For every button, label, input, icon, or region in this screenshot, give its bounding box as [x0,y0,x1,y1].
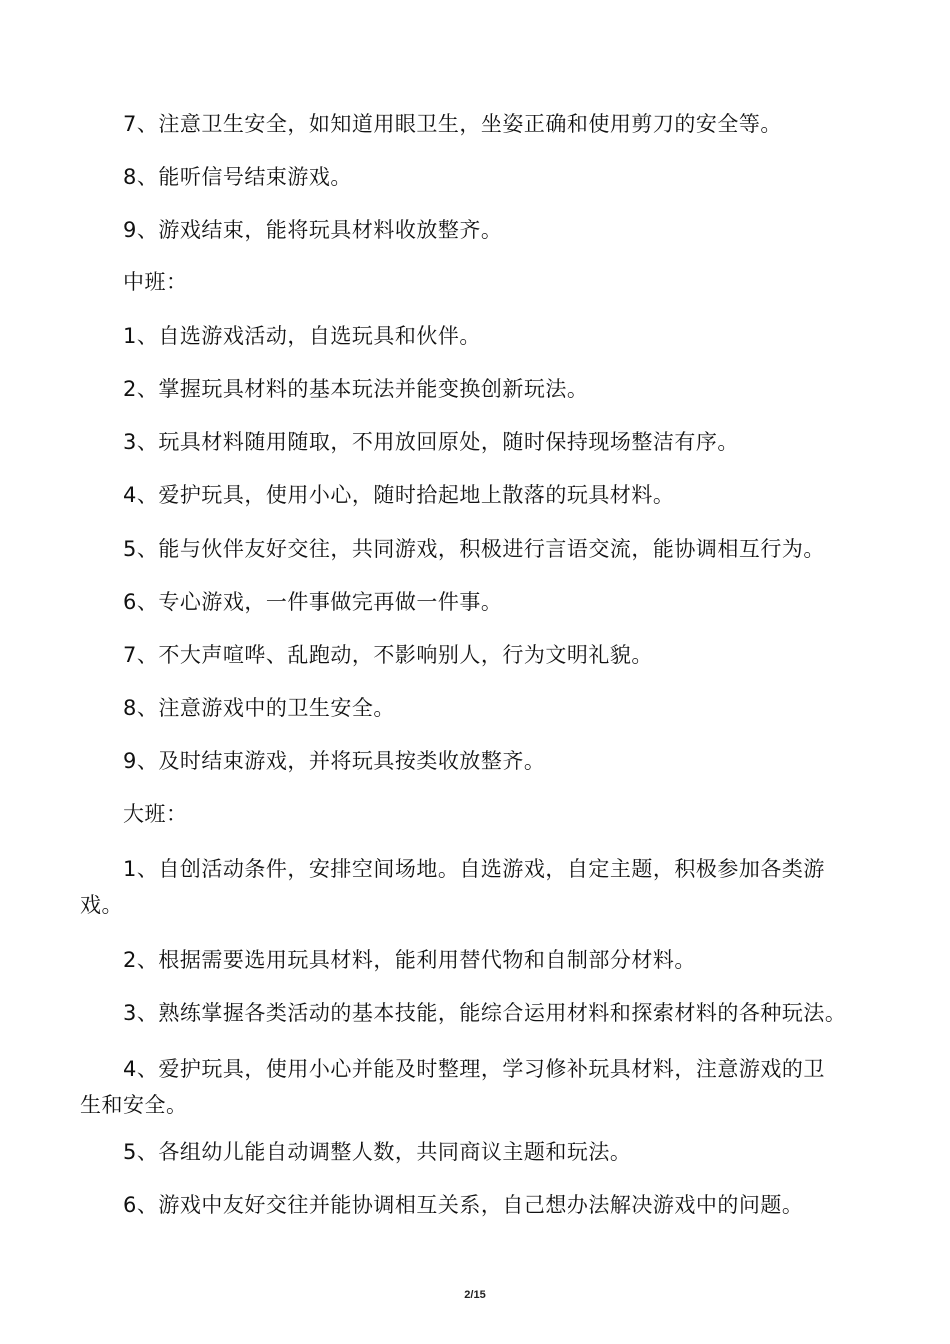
list-item: 8、注意游戏中的卫生安全。 [123,696,395,720]
list-item [80,1051,870,1123]
list-item: 4、爱护玩具，使用小心，随时拾起地上散落的玩具材料。 [123,483,675,507]
list-item: 9、及时结束游戏，并将玩具按类收放整齐。 [123,749,546,773]
list-item: 6、游戏中友好交往并能协调相互关系，自己想办法解决游戏中的问题。 [123,1193,804,1217]
list-item: 9、游戏结束，能将玩具材料收放整齐。 [123,218,503,242]
list-item: 2、掌握玩具材料的基本玩法并能变换创新玩法。 [123,377,589,401]
list-item: 6、专心游戏，一件事做完再做一件事。 [123,590,503,614]
page-number: 2/15 [464,1289,486,1301]
paragraph-continuation: 生和安全。 [80,1093,188,1117]
list-item: 1、自选游戏活动，自选玩具和伙伴。 [123,324,481,348]
section-heading-daban: 大班： [123,802,188,826]
list-item: 8、能听信号结束游戏。 [123,165,352,189]
section-heading-zhongban: 中班： [123,270,188,294]
list-item: 5、各组幼儿能自动调整人数，共同商议主题和玩法。 [123,1140,632,1164]
list-item: 3、玩具材料随用随取，不用放回原处，随时保持现场整洁有序。 [123,430,739,454]
paragraph-line: 1、自创活动条件，安排空间场地。自选游戏，自定主题，积极参加各类游 [123,857,825,881]
list-item: 5、能与伙伴友好交往，共同游戏，积极进行言语交流，能协调相互行为。 [123,537,825,561]
list-item: 7、注意卫生安全，如知道用眼卫生，坐姿正确和使用剪刀的安全等。 [123,112,782,136]
list-item [80,851,870,923]
list-item: 2、根据需要选用玩具材料，能利用替代物和自制部分材料。 [123,948,696,972]
paragraph-line: 4、爱护玩具，使用小心并能及时整理，学习修补玩具材料，注意游戏的卫 [123,1057,825,1081]
list-item: 7、不大声喧哗、乱跑动，不影响别人，行为文明礼貌。 [123,643,653,667]
paragraph-continuation: 戏。 [80,893,123,917]
list-item: 3、熟练掌握各类活动的基本技能，能综合运用材料和探索材料的各种玩法。 [123,1001,847,1025]
